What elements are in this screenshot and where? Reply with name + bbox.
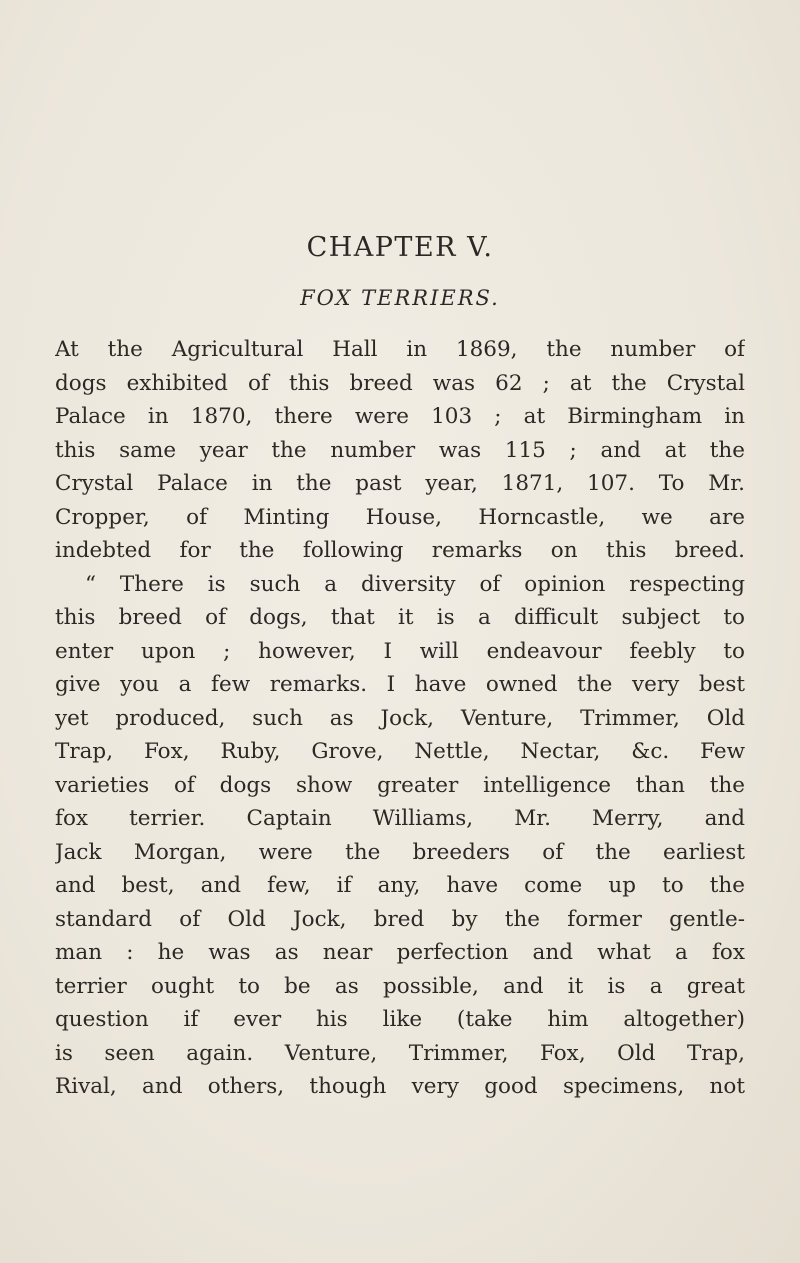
text-line: indebted for the following remarks on this breed. xyxy=(55,538,745,563)
text-line: this breed of dogs, that it is a difficult subject to xyxy=(55,605,745,630)
text-line: standard of Old Jock, bred by the former gentle- xyxy=(55,906,745,932)
text-line: Trap, Fox, Ruby, Grove, Nettle, Nectar, &c. Few xyxy=(55,739,745,764)
text-line: enter upon ; however, I will endeavour feebly to xyxy=(55,638,745,664)
text-line: and best, and few, if any, have come up to the xyxy=(55,873,745,898)
body-text xyxy=(55,333,745,1104)
text-line: is seen again. Venture, Trimmer, Fox, Old Trap, xyxy=(55,1040,745,1066)
text-line: dogs exhibited of this breed was 62 ; at the Crystal xyxy=(55,370,745,396)
text-line: man : he was as near perfection and what a fox xyxy=(55,940,745,965)
text-line: Cropper, of Minting House, Horncastle, we are xyxy=(55,504,745,530)
text-line: varieties of dogs show greater intelligence than the xyxy=(55,772,745,798)
text-line: this same year the number was 115 ; and at the xyxy=(55,437,745,463)
text-line: terrier ought to be as possible, and it is a great xyxy=(55,973,745,999)
text-line: “ There is such a diversity of opinion respecting xyxy=(85,571,745,597)
chapter-title: FOX TERRIERS. xyxy=(300,286,500,310)
text-line: Rival, and others, though very good specimens, not xyxy=(55,1074,745,1099)
text-line: Palace in 1870, there were 103 ; at Birmingham in xyxy=(55,404,745,429)
text-line: At the Agricultural Hall in 1869, the number of xyxy=(55,337,745,362)
text-line: fox terrier. Captain Williams, Mr. Merry, and xyxy=(55,806,745,831)
chapter-heading: CHAPTER V. xyxy=(306,232,494,263)
text-line: Jack Morgan, were the breeders of the earliest xyxy=(55,839,745,865)
text-line: give you a few remarks. I have owned the very best xyxy=(55,672,745,697)
text-line: question if ever his like (take him altogether) xyxy=(55,1007,745,1032)
text-line: yet produced, such as Jock, Venture, Trimmer, Old xyxy=(55,705,745,731)
text-line: Crystal Palace in the past year, 1871, 107. To Mr. xyxy=(55,471,745,496)
